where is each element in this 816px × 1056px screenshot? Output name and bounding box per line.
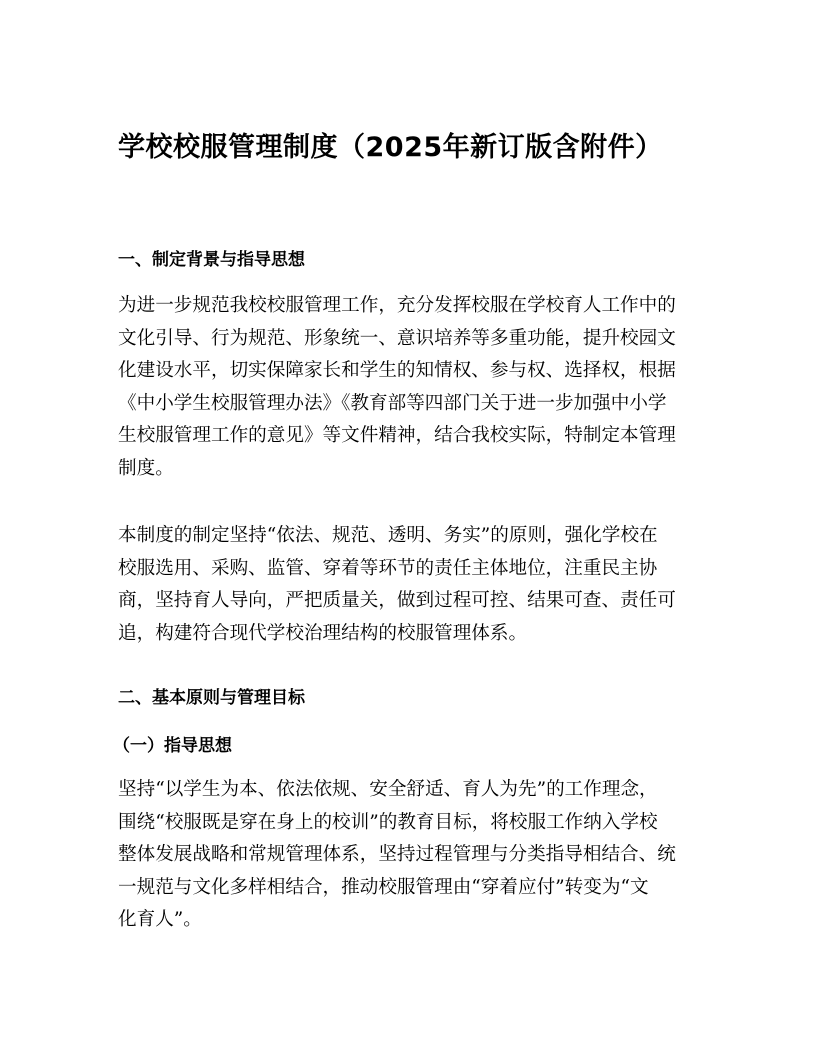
paragraph-line: 一规范与文化多样相结合，推动校服管理由“穿着应付”转变为“文 bbox=[118, 876, 649, 898]
paragraph-line: 围绕“校服既是穿在身上的校训”的教育目标，将校服工作纳入学校 bbox=[118, 811, 658, 833]
paragraph-line: 化建设水平，切实保障家长和学生的知情权、参与权、选择权，根据 bbox=[118, 360, 676, 381]
paragraph-line: 化育人”。 bbox=[118, 909, 202, 930]
document-title: 学校校服管理制度（2025年新订版含附件） bbox=[118, 132, 663, 163]
paragraph-background bbox=[118, 290, 686, 485]
paragraph-line: 坚持“以学生为本、依法依规、安全舒适、育人为先”的工作理念， bbox=[118, 779, 658, 800]
paragraph-line: 校服选用、采购、监管、穿着等环节的责任主体地位，注重民主协 bbox=[118, 557, 658, 579]
section-heading-2: 二、基本原则与管理目标 bbox=[118, 688, 305, 708]
paragraph-line: 本制度的制定坚持“依法、规范、透明、务实”的原则，强化学校在 bbox=[118, 525, 658, 546]
paragraph-line: 生校服管理工作的意见》等文件精神，结合我校实际，特制定本管理 bbox=[118, 425, 676, 446]
section-heading-1: 一、制定背景与指导思想 bbox=[118, 250, 305, 270]
paragraph-principles bbox=[118, 520, 686, 650]
paragraph-line: 《中小学生校服管理办法》《教育部等四部门关于进一步加强中小学 bbox=[118, 392, 667, 414]
paragraph-line: 追，构建符合现代学校治理结构的校服管理体系。 bbox=[118, 622, 528, 644]
paragraph-line: 为进一步规范我校校服管理工作，充分发挥校服在学校育人工作中的 bbox=[118, 295, 676, 316]
subsection-heading: （一）指导思想 bbox=[113, 736, 232, 756]
paragraph-line: 商，坚持育人导向，严把质量关，做到过程可控、结果可查、责任可 bbox=[118, 590, 676, 611]
paragraph-line: 文化引导、行为规范、形象统一、意识培养等多重功能，提升校园文 bbox=[118, 327, 676, 349]
paragraph-line: 制度。 bbox=[118, 457, 174, 479]
paragraph-line: 整体发展战略和常规管理体系，坚持过程管理与分类指导相结合、统 bbox=[118, 844, 676, 865]
paragraph-guiding-ideology bbox=[118, 774, 686, 937]
